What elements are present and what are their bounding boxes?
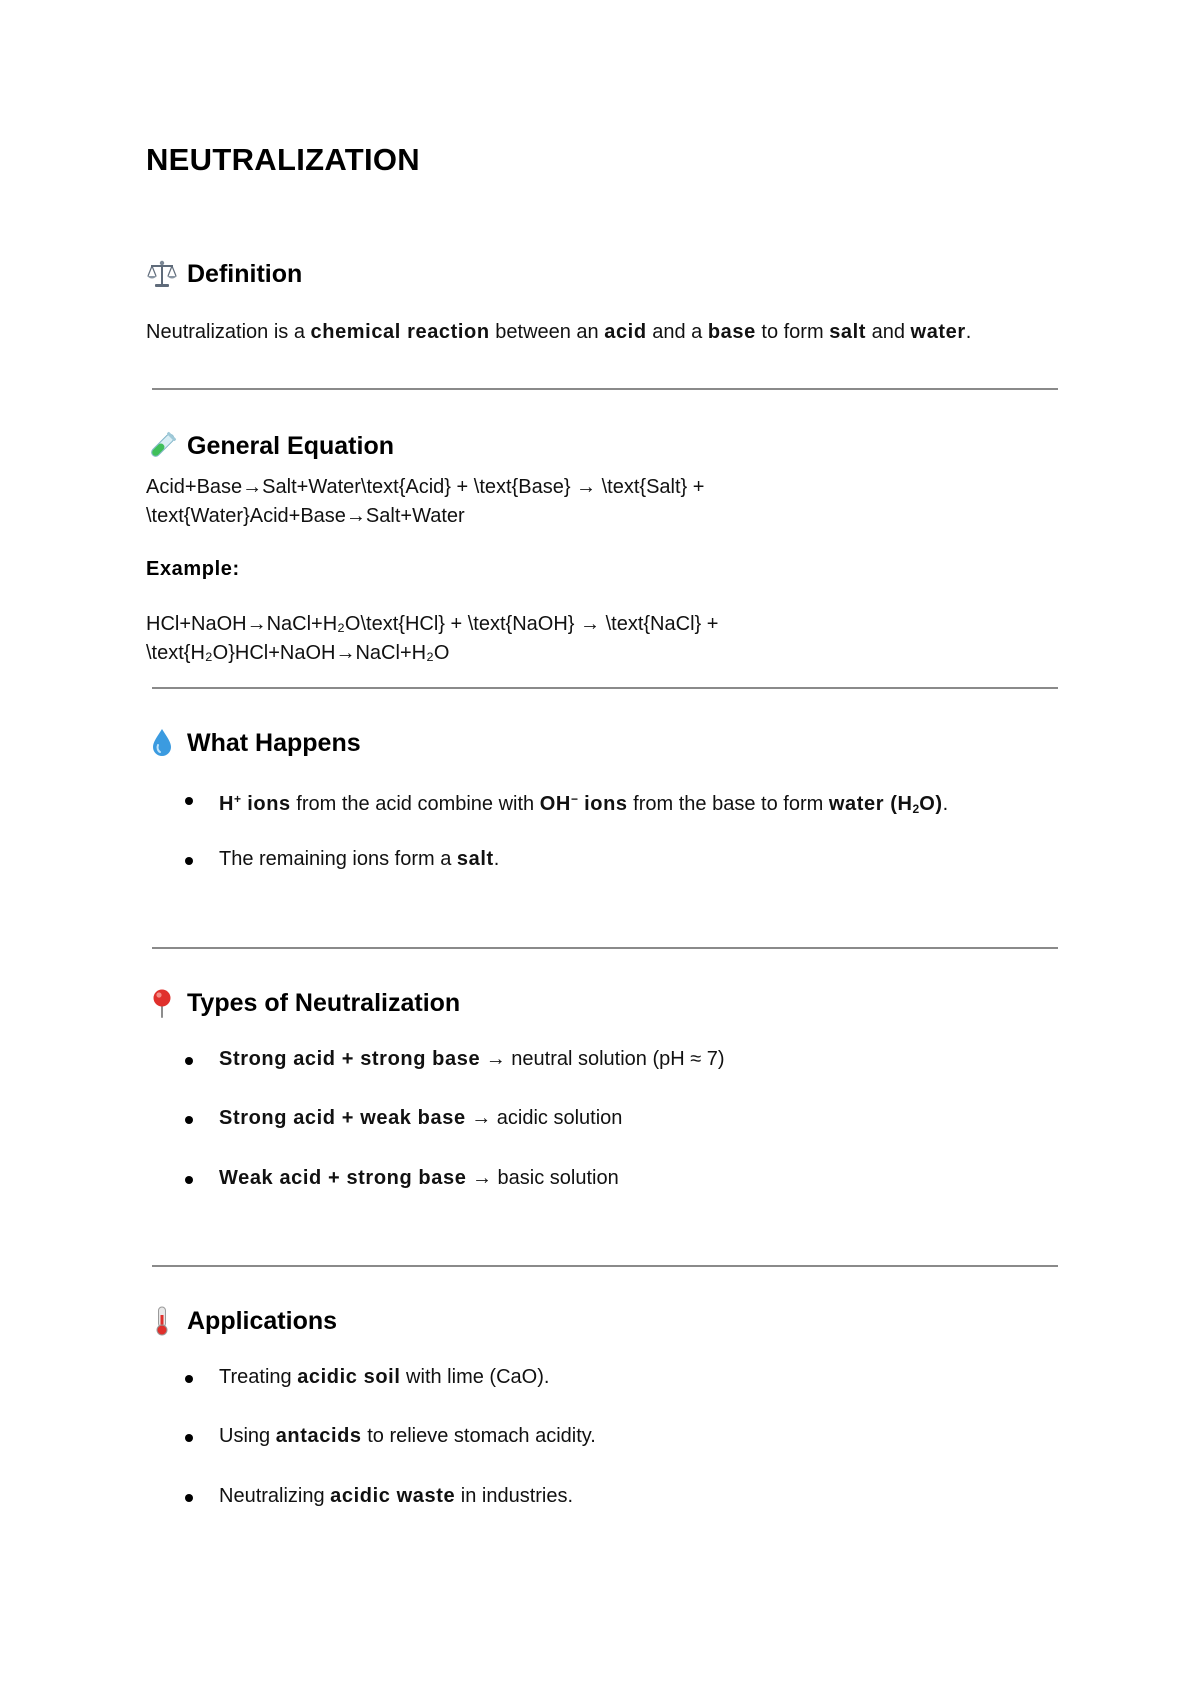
text-run: . — [965, 321, 972, 343]
text-run: Neutralization is a — [146, 321, 311, 343]
bold-term: OH — [539, 793, 571, 815]
text-run: in industries. — [455, 1485, 574, 1507]
text-run: → neutral solution (pH ≈ 7) — [480, 1048, 725, 1070]
definition-text — [146, 318, 971, 347]
bold-term: water — [910, 321, 966, 343]
list-item — [219, 1045, 725, 1074]
equation-line: \text{H₂O}HCl+NaOH→NaCl+H₂O — [146, 642, 450, 664]
text-run: to relieve stomach acidity. — [361, 1425, 596, 1447]
list-item — [219, 1104, 622, 1133]
bold-term: antacids — [275, 1425, 362, 1447]
balance-scale-icon — [146, 259, 178, 289]
text-run: . — [942, 793, 949, 815]
equation-line: HCl+NaOH→NaCl+H₂O\text{HCl} + \text{NaOH} → \text{NaCl} + — [146, 613, 719, 635]
text-run: Neutralizing — [219, 1485, 331, 1507]
bold-term: H — [219, 793, 235, 815]
list-item — [219, 1482, 573, 1511]
example-label: Example: — [146, 558, 240, 580]
text-run: Treating — [219, 1366, 298, 1388]
bold-term: acid — [604, 321, 647, 343]
section-divider — [152, 1265, 1058, 1267]
text-run: Using — [219, 1425, 276, 1447]
subscript: 2 — [912, 802, 920, 816]
bold-term: base — [707, 321, 756, 343]
section-divider — [152, 947, 1058, 949]
bold-term: salt — [456, 848, 494, 870]
equation-line: \text{Water}Acid+Base→Salt+Water — [146, 505, 465, 527]
equation-line: Acid+Base→Salt+Water\text{Acid} + \text{Base} → \text{Salt} + — [146, 476, 705, 498]
text-run: from the acid combine with — [290, 793, 540, 815]
list-item — [219, 1363, 549, 1392]
droplet-icon — [146, 728, 178, 758]
what-happens-heading — [146, 728, 361, 758]
test-tube-icon — [146, 431, 178, 461]
pushpin-icon — [146, 988, 178, 1018]
bold-term: Strong acid + strong base — [219, 1048, 481, 1070]
applications-heading-label: Applications — [187, 1306, 338, 1335]
example-equation — [146, 610, 906, 668]
bold-term: salt — [829, 321, 867, 343]
list-item — [219, 1164, 619, 1193]
text-run: from the base to form — [627, 793, 829, 815]
section-divider — [152, 687, 1058, 689]
text-run: → basic solution — [466, 1167, 619, 1189]
types-heading — [146, 988, 460, 1018]
applications-heading — [146, 1306, 337, 1336]
general-equation-heading — [146, 431, 394, 461]
bold-term: Weak acid + strong base — [219, 1167, 467, 1189]
text-run: . — [493, 848, 500, 870]
text-run: The remaining ions form a — [219, 848, 457, 870]
bold-term: Strong acid + weak base — [219, 1107, 466, 1129]
bold-term: O) — [919, 793, 943, 815]
bold-term: chemical reaction — [310, 321, 490, 343]
bold-term: water (H — [828, 793, 913, 815]
text-run: with lime (CaO). — [400, 1366, 550, 1388]
section-divider — [152, 388, 1058, 390]
list-item — [219, 1422, 596, 1451]
definition-heading-label: Definition — [187, 259, 303, 288]
text-run: between an — [489, 321, 605, 343]
text-run: to form — [755, 321, 830, 343]
definition-heading — [146, 259, 302, 289]
list-item — [219, 785, 948, 824]
list-item — [219, 845, 499, 874]
what-happens-heading-label: What Happens — [187, 728, 361, 757]
thermometer-icon — [146, 1306, 178, 1336]
general-equation-heading-label: General Equation — [187, 431, 394, 460]
superscript: − — [570, 792, 578, 806]
bold-term: acidic soil — [297, 1366, 401, 1388]
superscript: + — [234, 792, 242, 806]
text-run: and a — [646, 321, 708, 343]
bold-term: acidic waste — [330, 1485, 456, 1507]
text-run: and — [866, 321, 911, 343]
general-equation — [146, 473, 906, 531]
page-title: NEUTRALIZATION — [146, 142, 420, 177]
text-run: → acidic solution — [465, 1107, 623, 1129]
bold-term: ions — [241, 793, 291, 815]
bold-term: ions — [577, 793, 628, 815]
types-heading-label: Types of Neutralization — [187, 988, 461, 1017]
